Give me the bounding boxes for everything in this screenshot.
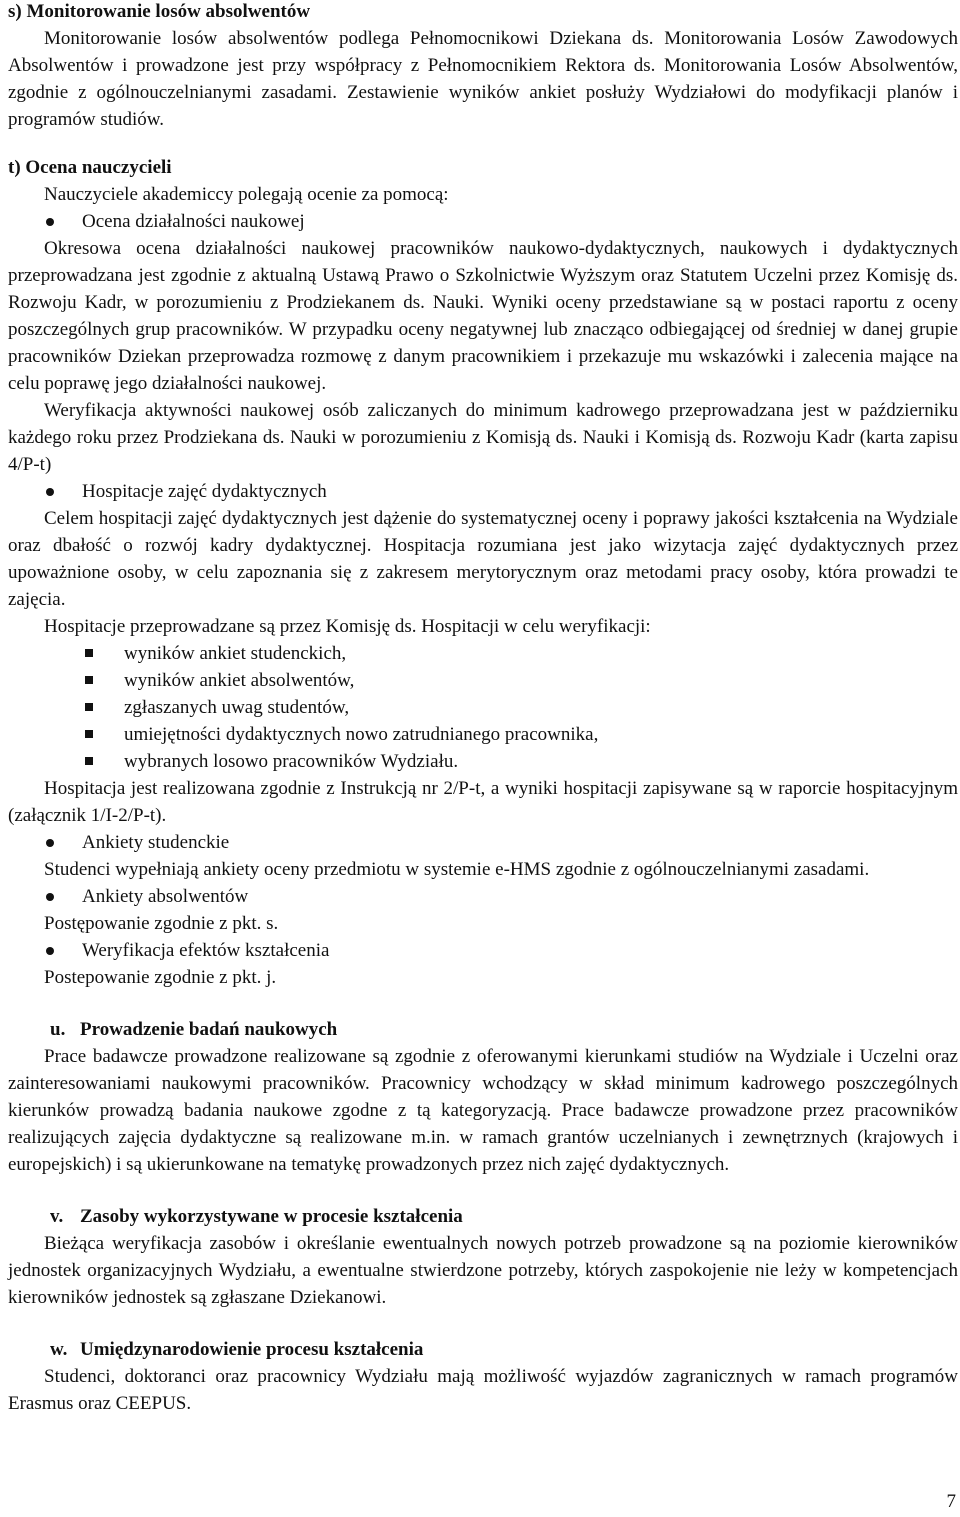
section-v-title: Zasoby wykorzystywane w procesie kształcenia — [80, 1206, 463, 1227]
section-v-body: Bieżąca weryfikacja zasobów i określanie ewentualnych nowych potrzeb prowadzone są na poziomie kierowników jednostek organizacyjnych Wydziału, a ewentualne stwierdzone potrzeby, których zaspokojenie nie leży w kompetencjach kierowników jednostek są zgłaszane Dziekanowi. — [8, 1233, 958, 1308]
square-bullet-icon — [85, 730, 93, 738]
square-bullet-icon — [85, 649, 93, 657]
section-w-body: Studenci, doktoranci oraz pracownicy Wydziału mają możliwość wyjazdów zagranicznych w ramach programów Erasmus oraz CEEPUS. — [8, 1366, 958, 1414]
section-v-heading — [8, 1203, 958, 1230]
square-bullet-icon — [85, 703, 93, 711]
bullet-dot-icon — [46, 488, 54, 496]
list-item — [8, 667, 958, 694]
document-page — [8, 0, 958, 1417]
section-t-item5-paragraph: Postepowanie zgodnie z pkt. j. — [44, 967, 277, 988]
section-s-heading: s) Monitorowanie losów absolwentów — [8, 1, 311, 22]
section-t-item3-paragraph: Studenci wypełniają ankiety oceny przedmiotu w systemie e-HMS zgodnie z ogólnouczelnianymi zasadami. — [44, 859, 870, 880]
bullet-item-weryfikacja — [8, 937, 958, 964]
section-v-mark: v. — [50, 1206, 64, 1227]
section-u-body: Prace badawcze prowadzone realizowane są zgodnie z oferowanymi kierunkami studiów na Wydziale i Uczelni oraz zainteresowaniami naukowymi pracowników. Pracownicy wchodzący w skład minimum kadrowego poszczególnych kierunków prowadzą badania naukowe zgodne z tą kategoryzacją. Prace badawcze prowadzone przez pracowników realizujących zajęcia dydaktyczne są realizowane m.in. w ramach grantów uczelnianych i zewnętrznych (krajowych i europejskich) i są ukierunkowane na tematykę prowadzonych przez nich zajęć dydaktycznych. — [8, 1046, 958, 1175]
list-item — [8, 721, 958, 748]
bullet-item-ankiety-absolwentow — [8, 883, 958, 910]
bullet-item-label: Ankiety studenckie — [82, 832, 230, 853]
bullet-item-label: Ankiety absolwentów — [82, 886, 249, 907]
list-item-label: umiejętności dydaktycznych nowo zatrudnianego pracownika, — [124, 724, 599, 745]
bullet-item-hospitacje — [8, 478, 958, 505]
section-u-heading — [8, 1016, 958, 1043]
section-w-title: Umiędzynarodowienie procesu kształcenia — [80, 1339, 424, 1360]
bullet-dot-icon — [46, 839, 54, 847]
square-bullet-icon — [85, 676, 93, 684]
list-item — [8, 748, 958, 775]
list-item-label: wyników ankiet studenckich, — [124, 643, 347, 664]
square-bullet-icon — [85, 757, 93, 765]
bullet-item-ocena — [8, 208, 958, 235]
list-item-label: wybranych losowo pracowników Wydziału. — [124, 751, 459, 772]
bullet-dot-icon — [46, 218, 54, 226]
list-item — [8, 640, 958, 667]
section-w-mark: w. — [50, 1339, 68, 1360]
section-t-intro: Nauczyciele akademiccy polegają ocenie za pomocą: — [44, 184, 449, 205]
bullet-item-label: Weryfikacja efektów kształcenia — [82, 940, 330, 961]
section-u-mark: u. — [50, 1019, 66, 1040]
list-item-label: zgłaszanych uwag studentów, — [124, 697, 350, 718]
bullet-dot-icon — [46, 893, 54, 901]
page-number: 7 — [946, 1491, 956, 1512]
section-t-item4-paragraph: Postępowanie zgodnie z pkt. s. — [44, 913, 279, 934]
bullet-dot-icon — [46, 947, 54, 955]
bullet-item-ankiety-studenckie — [8, 829, 958, 856]
section-u-title: Prowadzenie badań naukowych — [80, 1019, 338, 1040]
section-t-item1-paragraph-2: Weryfikacja aktywności naukowej osób zaliczanych do minimum kadrowego przeprowadzana jest w październiku każdego roku przez Prodziekana ds. Nauki w porozumieniu z Komisją ds. Nauki i Komisją ds. Rozwoju Kadr (karta zapisu 4/P-t) — [8, 400, 958, 475]
section-t-heading: t) Ocena nauczycieli — [8, 157, 172, 178]
section-t-item2-paragraph-1: Celem hospitacji zajęć dydaktycznych jest dążenie do systematycznej oceny i poprawy jakości kształcenia na Wydziale oraz dbałość o rozwój kadry dydaktycznej. Hospitacja rozumiana jest jako wizytacja zajęć dydaktycznych przez upoważnione osoby, w celu zapoznania się z zakresem merytorycznym oraz metodami pracy osoby, która prowadzi te zajęcia. — [8, 508, 958, 610]
bullet-item-label: Hospitacje zajęć dydaktycznych — [82, 481, 327, 502]
section-t-item2-paragraph-3: Hospitacja jest realizowana zgodnie z Instrukcją nr 2/P-t, a wyniki hospitacji zapisywane są w raporcie hospitacyjnym (załącznik 1/I-2/P-t). — [8, 778, 958, 826]
section-w-heading — [8, 1336, 958, 1363]
section-t-item2-paragraph-2: Hospitacje przeprowadzane są przez Komisję ds. Hospitacji w celu weryfikacji: — [44, 616, 651, 637]
section-s-body: Monitorowanie losów absolwentów podlega Pełnomocnikowi Dziekana ds. Monitorowania Losów Zawodowych Absolwentów i prowadzone jest przy współpracy z Pełnomocnikiem Rektora ds. Monitorowania Losów Absolwentów, zgodnie z ogólnouczelnianymi zasadami. Zestawienie wyników ankiet posłuży Wydziałowi do modyfikacji planów i programów studiów. — [8, 28, 958, 130]
bullet-item-label: Ocena działalności naukowej — [82, 211, 305, 232]
list-item — [8, 694, 958, 721]
section-t-item1-paragraph-1: Okresowa ocena działalności naukowej pracowników naukowo-dydaktycznych, naukowych i dydaktycznych przeprowadzana jest zgodnie z aktualną Ustawą Prawo o Szkolnictwie Wyższym oraz Statutem Uczelni przez Komisję ds. Rozwoju Kadr, w porozumieniu z Prodziekanem ds. Nauki. Wyniki oceny przedstawiane są w postaci raportu z oceny poszczególnych grup pracowników. W przypadku oceny negatywnej lub znacząco odbiegającej od średniej w danej grupie pracowników Dziekan przeprowadza rozmowę z danym pracownikiem i przekazuje mu wskazówki i zalecenia mające na celu poprawę jego działalności naukowej. — [8, 238, 958, 394]
list-item-label: wyników ankiet absolwentów, — [124, 670, 355, 691]
